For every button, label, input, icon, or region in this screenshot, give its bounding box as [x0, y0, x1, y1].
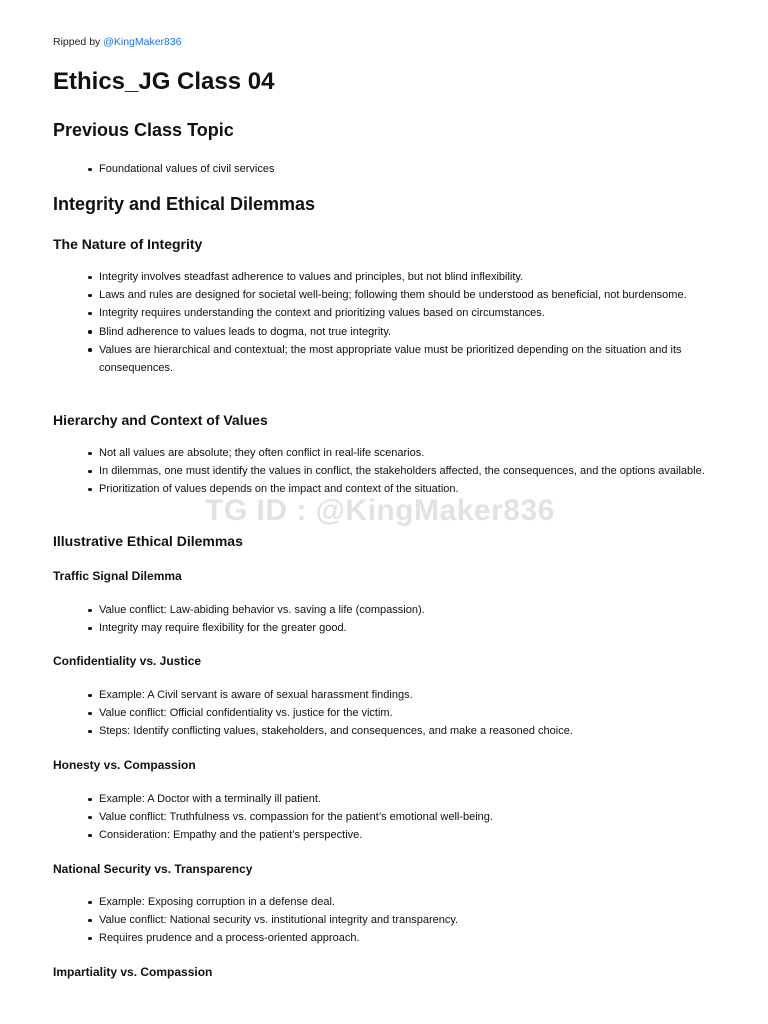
watermark: TG ID : @KingMaker836: [205, 494, 555, 527]
heading-hierarchy-context-values: Hierarchy and Context of Values: [53, 412, 268, 428]
ripped-by-label: Ripped by: [53, 36, 104, 48]
list-item: Requires prudence and a process-oriented approach.: [53, 929, 713, 947]
list-item: Integrity involves steadfast adherence to values and principles, but not blind inflexibility.: [53, 268, 713, 286]
list-item: Value conflict: Law-abiding behavior vs. saving a life (compassion).: [53, 601, 713, 619]
list-item: Value conflict: Official confidentiality vs. justice for the victim.: [53, 704, 713, 722]
list-item: Blind adherence to values leads to dogma, not true integrity.: [53, 323, 713, 341]
list-previous-class-topic: [53, 160, 713, 178]
heading-impartiality-compassion: Impartiality vs. Compassion: [53, 965, 213, 979]
heading-integrity-ethical-dilemmas: Integrity and Ethical Dilemmas: [53, 194, 316, 214]
heading-previous-class-topic: Previous Class Topic: [53, 120, 234, 140]
list-item: Example: Exposing corruption in a defense deal.: [53, 893, 713, 911]
list-traffic-signal-dilemma: [53, 601, 713, 637]
list-item: Consideration: Empathy and the patient’s perspective.: [53, 826, 713, 844]
list-item: Example: A Civil servant is aware of sexual harassment findings.: [53, 686, 713, 704]
list-national-security-transparency: [53, 893, 713, 948]
list-item: Foundational values of civil services: [53, 160, 713, 178]
list-item: Value conflict: Truthfulness vs. compassion for the patient’s emotional well-being.: [53, 808, 713, 826]
heading-nature-of-integrity: The Nature of Integrity: [53, 236, 203, 252]
list-item: Value conflict: National security vs. institutional integrity and transparency.: [53, 911, 713, 929]
heading-traffic-signal-dilemma: Traffic Signal Dilemma: [53, 569, 182, 583]
list-item: Prioritization of values depends on the impact and context of the situation.: [53, 480, 713, 498]
list-item: In dilemmas, one must identify the values in conflict, the stakeholders affected, the consequences, and the options available.: [53, 462, 713, 480]
list-item: Integrity requires understanding the context and prioritizing values based on circumstances.: [53, 304, 713, 322]
heading-illustrative-dilemmas: Illustrative Ethical Dilemmas: [53, 533, 243, 549]
list-item: Values are hierarchical and contextual; the most appropriate value must be prioritized depending on the situation and its consequences.: [53, 341, 713, 377]
list-hierarchy-context-values: [53, 444, 713, 499]
document-title: Ethics_JG Class 04: [53, 68, 275, 95]
list-item: Integrity may require flexibility for the greater good.: [53, 619, 713, 637]
heading-confidentiality-justice: Confidentiality vs. Justice: [53, 654, 202, 668]
heading-honesty-compassion: Honesty vs. Compassion: [53, 758, 196, 772]
list-item: Not all values are absolute; they often conflict in real-life scenarios.: [53, 444, 713, 462]
list-honesty-compassion: [53, 790, 713, 845]
list-nature-of-integrity: [53, 268, 713, 377]
list-confidentiality-justice: [53, 686, 713, 741]
heading-national-security-transparency: National Security vs. Transparency: [53, 862, 253, 876]
ripped-by-line: [53, 36, 182, 48]
ripped-by-handle-link[interactable]: @KingMaker836: [103, 36, 182, 48]
list-item: Steps: Identify conflicting values, stakeholders, and consequences, and make a reasoned choice.: [53, 722, 713, 740]
list-item: Laws and rules are designed for societal well-being; following them should be understood as beneficial, not burdensome.: [53, 286, 713, 304]
list-item: Example: A Doctor with a terminally ill patient.: [53, 790, 713, 808]
